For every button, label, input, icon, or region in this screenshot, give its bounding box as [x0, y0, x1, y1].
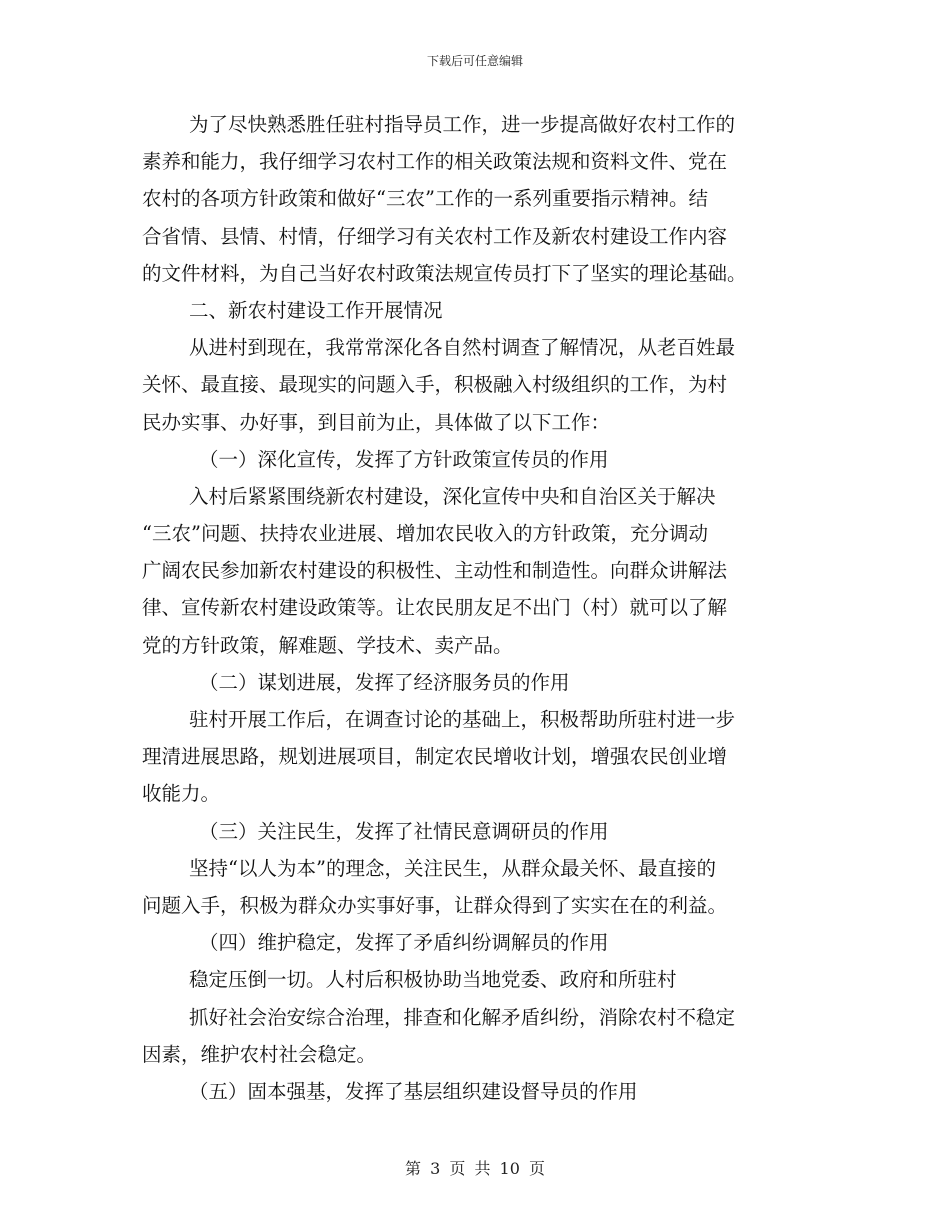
subsection-heading: （一）深化宣传，发挥了方针政策宣传员的作用 [199, 447, 609, 471]
paragraph-line: 律、宣传新农村建设政策等。让农民朋友足不出门（村）就可以了解 [142, 596, 728, 620]
paragraph-line: 问题入手，积极为群众办实事好事，让群众得到了实实在在的利益。 [142, 893, 728, 917]
paragraph-line: 关怀、最直接、最现实的问题入手，积极融入村级组织的工作，为村 [142, 373, 728, 397]
paragraph-line: 民办实事、办好事，到目前为止，具体做了以下工作： [142, 410, 611, 434]
paragraph-line: 入村后紧紧围绕新农村建设，深化宣传中央和自治区关于解决 [189, 484, 716, 508]
paragraph-line: 从进村到现在，我常常深化各自然村调查了解情况，从老百姓最 [189, 336, 736, 360]
subsection-heading: （二）谋划进展，发挥了经济服务员的作用 [199, 670, 570, 694]
paragraph-line: 抓好社会治安综合治理，排查和化解矛盾纠纷，消除农村不稳定 [189, 1005, 736, 1029]
section-heading: 二、新农村建设工作开展情况 [189, 298, 443, 322]
document-body [142, 106, 808, 1110]
paragraph-line: 驻村开展工作后，在调查讨论的基础上，积极帮助所驻村进一步 [189, 708, 736, 731]
paragraph-line: 的文件材料，为自己当好农村政策法规宣传员打下了坚实的理论基础。 [142, 261, 747, 285]
subsection-heading: （四）维护稳定，发挥了矛盾纠纷调解员的作用 [199, 931, 609, 955]
paragraph-line: 素养和能力，我仔细学习农村工作的相关政策法规和资料文件、党在 [142, 150, 728, 174]
page-header: 下载后可任意编辑 [426, 54, 523, 68]
paragraph-line: 合省情、县情、村情，仔细学习有关农村工作及新农村建设工作内容 [142, 224, 728, 248]
page-footer: 第 3 页 共 10 页 [405, 1159, 545, 1178]
subsection-heading: （三）关注民生，发挥了社情民意调研员的作用 [199, 819, 609, 843]
paragraph-line: 稳定压倒一切。人村后积极协助当地党委、政府和所驻村 [189, 968, 677, 992]
paragraph-line: 因素，维护农村社会稳定。 [142, 1042, 377, 1066]
paragraph-line: 广阔农民参加新农村建设的积极性、主动性和制造性。向群众讲解法 [142, 559, 728, 583]
paragraph-line: 坚持“以人为本”的理念，关注民生，从群众最关怀、最直接的 [189, 856, 716, 880]
paragraph-line: 党的方针政策，解难题、学技术、卖产品。 [142, 633, 513, 657]
paragraph-line: 农村的各项方针政策和做好“三农”工作的一系列重要指示精神。结 [142, 187, 708, 211]
subsection-heading: （五）固本强基，发挥了基层组织建设督导员的作用 [189, 1079, 638, 1103]
paragraph-line: 收能力。 [142, 782, 221, 806]
paragraph-line: “三农”问题、扶持农业进展、增加农民收入的方针政策，充分调动 [142, 522, 708, 546]
paragraph-line: 理清进展思路，规划进展项目，制定农民增收计划，增强农民创业增 [142, 745, 728, 769]
paragraph-line: 为了尽快熟悉胜任驻村指导员工作，进一步提高做好农村工作的 [189, 113, 736, 136]
